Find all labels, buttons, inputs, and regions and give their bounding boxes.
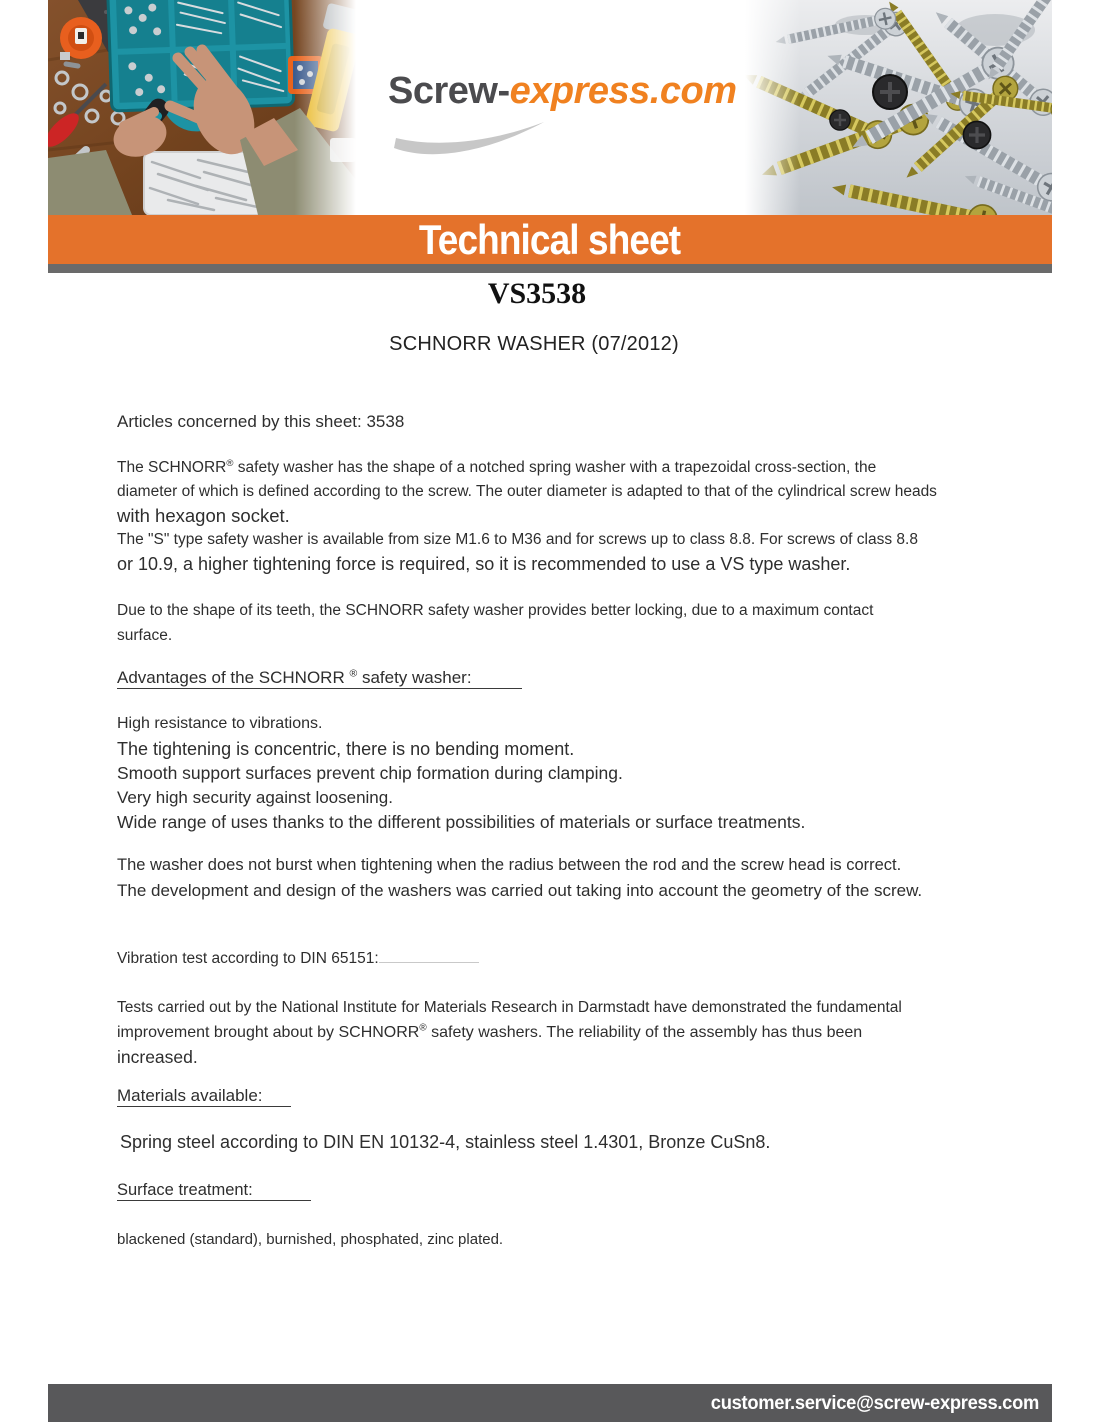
tests-line: Tests carried out by the National Institute for Materials Research in Darmstadt have demonstrated the fundamental <box>117 999 902 1016</box>
workbench-photo-art <box>48 0 356 215</box>
materials-text: Spring steel according to DIN EN 10132-4, stainless steel 1.4301, Bronze CuSn8. <box>120 1132 771 1152</box>
intro-paragraph <box>117 456 937 576</box>
materials-heading-row <box>117 1086 291 1107</box>
vibration-heading: Vibration test according to DIN 65151: <box>117 950 379 967</box>
intro-line: or 10.9, a higher tightening force is required, so it is recommended to use a VS type washer. <box>117 554 851 574</box>
intro-line: The "S" type safety washer is available from size M1.6 to M36 and for screws up to class 8.8. For screws of class 8.8 <box>117 531 918 548</box>
burst-paragraph <box>117 853 922 903</box>
materials-heading: Materials available: <box>117 1086 291 1107</box>
brand-logo-text <box>388 70 737 113</box>
brand-logo <box>370 60 740 180</box>
document-title: SCHNORR WASHER (07/2012) <box>389 333 679 355</box>
intro-line: The SCHNORR® safety washer has the shape of a notched spring washer with a trapezoidal cross-section, the <box>117 457 877 476</box>
surface-heading-row <box>117 1181 311 1201</box>
screws-pile-photo-art <box>745 0 1052 215</box>
tests-line: increased. <box>117 1047 198 1067</box>
footer-email: customer.service@screw-express.com <box>710 1392 1039 1414</box>
tests-paragraph <box>117 996 902 1070</box>
logo-swoosh-icon <box>392 118 548 162</box>
locking-line: surface. <box>117 627 173 644</box>
workbench-photo <box>48 0 356 215</box>
banner-title: Technical sheet <box>419 216 681 263</box>
locking-line: Due to the shape of its teeth, the SCHNORR safety washer provides better locking, due to a maximum contact <box>117 602 874 619</box>
locking-paragraph <box>117 598 873 648</box>
brand-logo-part1: Screw- <box>388 70 510 112</box>
advantages-heading-row <box>117 668 522 689</box>
banner-divider <box>48 264 1052 273</box>
technical-sheet-banner <box>48 215 1052 264</box>
brand-logo-part2: express.com <box>509 70 737 112</box>
surface-heading: Surface treatment: <box>117 1181 311 1201</box>
advantage-item: Wide range of uses thanks to the different possibilities of materials or surface treatments. <box>117 812 806 832</box>
advantage-item: High resistance to vibrations. <box>117 715 323 732</box>
screws-pile-photo <box>745 0 1052 215</box>
footer-bar <box>48 1384 1052 1422</box>
burst-line: The washer does not burst when tightening when the radius between the rod and the screw head is correct. <box>117 856 902 874</box>
advantage-item: Very high security against loosening. <box>117 787 393 807</box>
vibration-heading-rule <box>379 962 479 963</box>
tests-line: improvement brought about by SCHNORR® safety washers. The reliability of the assembly has thus been <box>117 1022 863 1041</box>
intro-line: with hexagon socket. <box>117 505 290 526</box>
advantages-heading: Advantages of the SCHNORR ® safety washer: <box>117 668 522 689</box>
intro-line: diameter of which is defined according to the screw. The outer diameter is adapted to that of the cylindrical screw heads <box>117 483 937 500</box>
vibration-heading-row <box>117 950 479 968</box>
advantage-item: The tightening is concentric, there is no bending moment. <box>117 738 575 759</box>
surface-text: blackened (standard), burnished, phosphated, zinc plated. <box>117 1231 504 1248</box>
advantage-item: Smooth support surfaces prevent chip formation during clamping. <box>117 763 623 783</box>
document-code: VS3538 <box>487 277 587 310</box>
advantages-list <box>117 712 805 835</box>
articles-line: Articles concerned by this sheet: 3538 <box>117 412 405 431</box>
burst-line: The development and design of the washers was carried out taking into account the geometry of the screw. <box>117 881 923 900</box>
